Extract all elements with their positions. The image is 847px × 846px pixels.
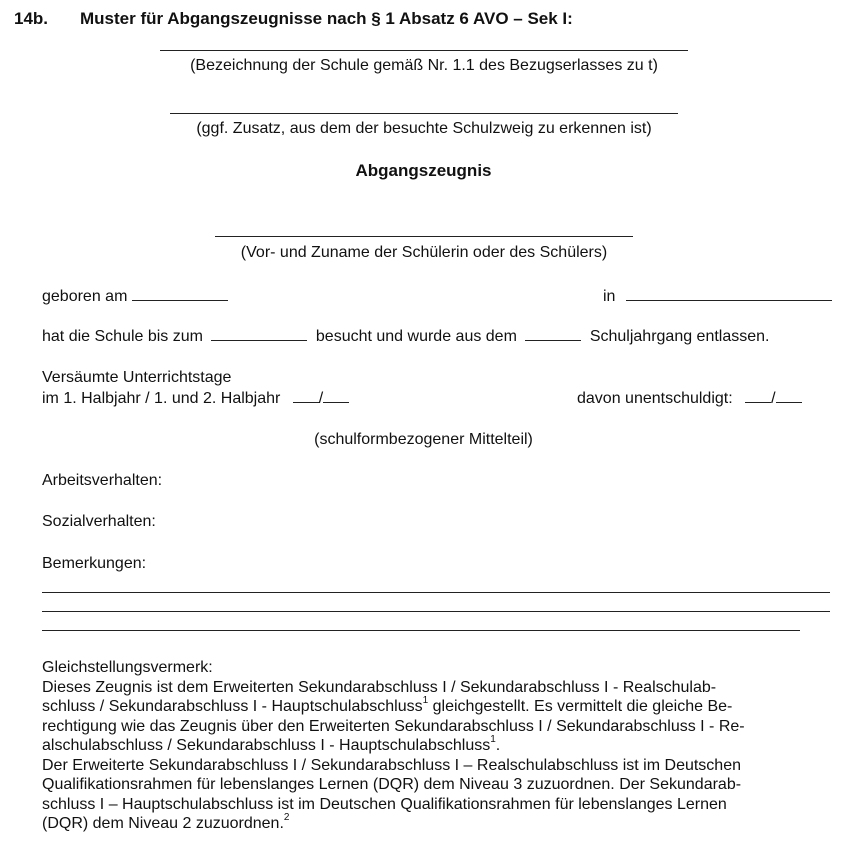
absences-second-field[interactable] <box>323 389 349 403</box>
attendance-date-field[interactable] <box>211 327 307 341</box>
footnote-ref-1: 1 <box>422 695 429 706</box>
attendance-prefix: hat die Schule bis zum <box>42 328 203 345</box>
attendance-row <box>42 327 770 346</box>
remarks-label: Bemerkungen: <box>42 555 147 572</box>
student-name-line <box>215 236 633 237</box>
middle-section-caption: (schulformbezogener Mittelteil) <box>314 431 533 448</box>
equivalence-line-5: Der Erweiterte Sekundarabschluss I / Sekundarabschluss I – Realschulabschluss ist im Deutschen <box>42 756 741 774</box>
grade-field[interactable] <box>525 327 581 341</box>
section-title: Muster für Abgangszeugnisse nach § 1 Absatz 6 AVO – Sek I: <box>80 9 573 28</box>
equivalence-note <box>42 658 832 834</box>
unexcused-second-field[interactable] <box>776 389 802 403</box>
absences-heading: Versäumte Unterrichtstage <box>42 369 232 386</box>
born-label: geboren am <box>42 288 128 305</box>
work-behavior-label: Arbeitsverhalten: <box>42 472 163 489</box>
birthplace-row <box>603 287 832 306</box>
school-name-caption: (Bezeichnung der Schule gemäß Nr. 1.1 des Bezugserlasses zu t) <box>190 57 658 74</box>
equivalence-line-8: (DQR) dem Niveau 2 zuzuordnen.$^2$ <box>42 812 290 832</box>
birthplace-field[interactable] <box>626 287 832 301</box>
school-addition-caption: (ggf. Zusatz, aus dem der besuchte Schulzweig zu erkennen ist) <box>196 120 652 137</box>
equivalence-line-4: alschulabschluss / Sekundarabschluss I - Hauptschulabschluss$^1$. <box>42 734 501 754</box>
attendance-middle: besucht und wurde aus dem <box>315 328 517 345</box>
school-name-line <box>160 50 688 51</box>
remarks-line-1[interactable] <box>42 592 830 593</box>
equivalence-line-7: schluss I – Hauptschulabschluss ist im Deutschen Qualifikationsrahmen für lebenslanges Lernen <box>42 795 727 813</box>
equivalence-line-1: Dieses Zeugnis ist dem Erweiterten Sekundarabschluss I / Sekundarabschluss I - Realschulab- <box>42 678 717 696</box>
remarks-line-2[interactable] <box>42 611 830 612</box>
school-addition-line <box>170 113 678 114</box>
footnote-ref-1b: 1 <box>490 734 496 745</box>
unexcused-separator: / <box>771 390 776 407</box>
document-title: Abgangszeugnis <box>355 161 492 180</box>
unexcused-first-field[interactable] <box>745 389 771 403</box>
in-label: in <box>603 288 616 305</box>
footnote-ref-2: 2 <box>283 812 290 823</box>
absences-separator: / <box>318 390 324 407</box>
equivalence-heading: Gleichstellungsvermerk: <box>42 659 213 676</box>
absences-first-field[interactable] <box>293 389 319 403</box>
equivalence-line-3: rechtigung wie das Zeugnis über den Erweiterten Sekundarabschluss I / Sekundarabschluss I - Re- <box>42 717 745 735</box>
absences-period-row <box>42 389 349 408</box>
attendance-suffix: Schuljahrgang entlassen. <box>589 328 770 345</box>
born-row <box>42 287 228 306</box>
unexcused-label: davon unentschuldigt: <box>577 390 733 407</box>
birth-date-field[interactable] <box>132 287 228 301</box>
remarks-line-3[interactable] <box>42 630 800 631</box>
student-name-caption: (Vor- und Zuname der Schülerin oder des Schülers) <box>240 244 608 261</box>
section-number: 14b. <box>14 9 49 28</box>
equivalence-line-6: Qualifikationsrahmen für lebenslanges Lernen (DQR) dem Niveau 3 zuzuordnen. Der Sekundarab- <box>42 776 742 793</box>
equivalence-line-2: schluss / Sekundarabschluss I - Hauptschulabschluss$^1$ gleichgestellt. Es vermittelt die gleiche Be- <box>42 695 733 715</box>
social-behavior-label: Sozialverhalten: <box>42 513 156 530</box>
unexcused-row <box>577 389 802 408</box>
absences-period-label: im 1. Halbjahr / 1. und 2. Halbjahr <box>42 390 281 407</box>
